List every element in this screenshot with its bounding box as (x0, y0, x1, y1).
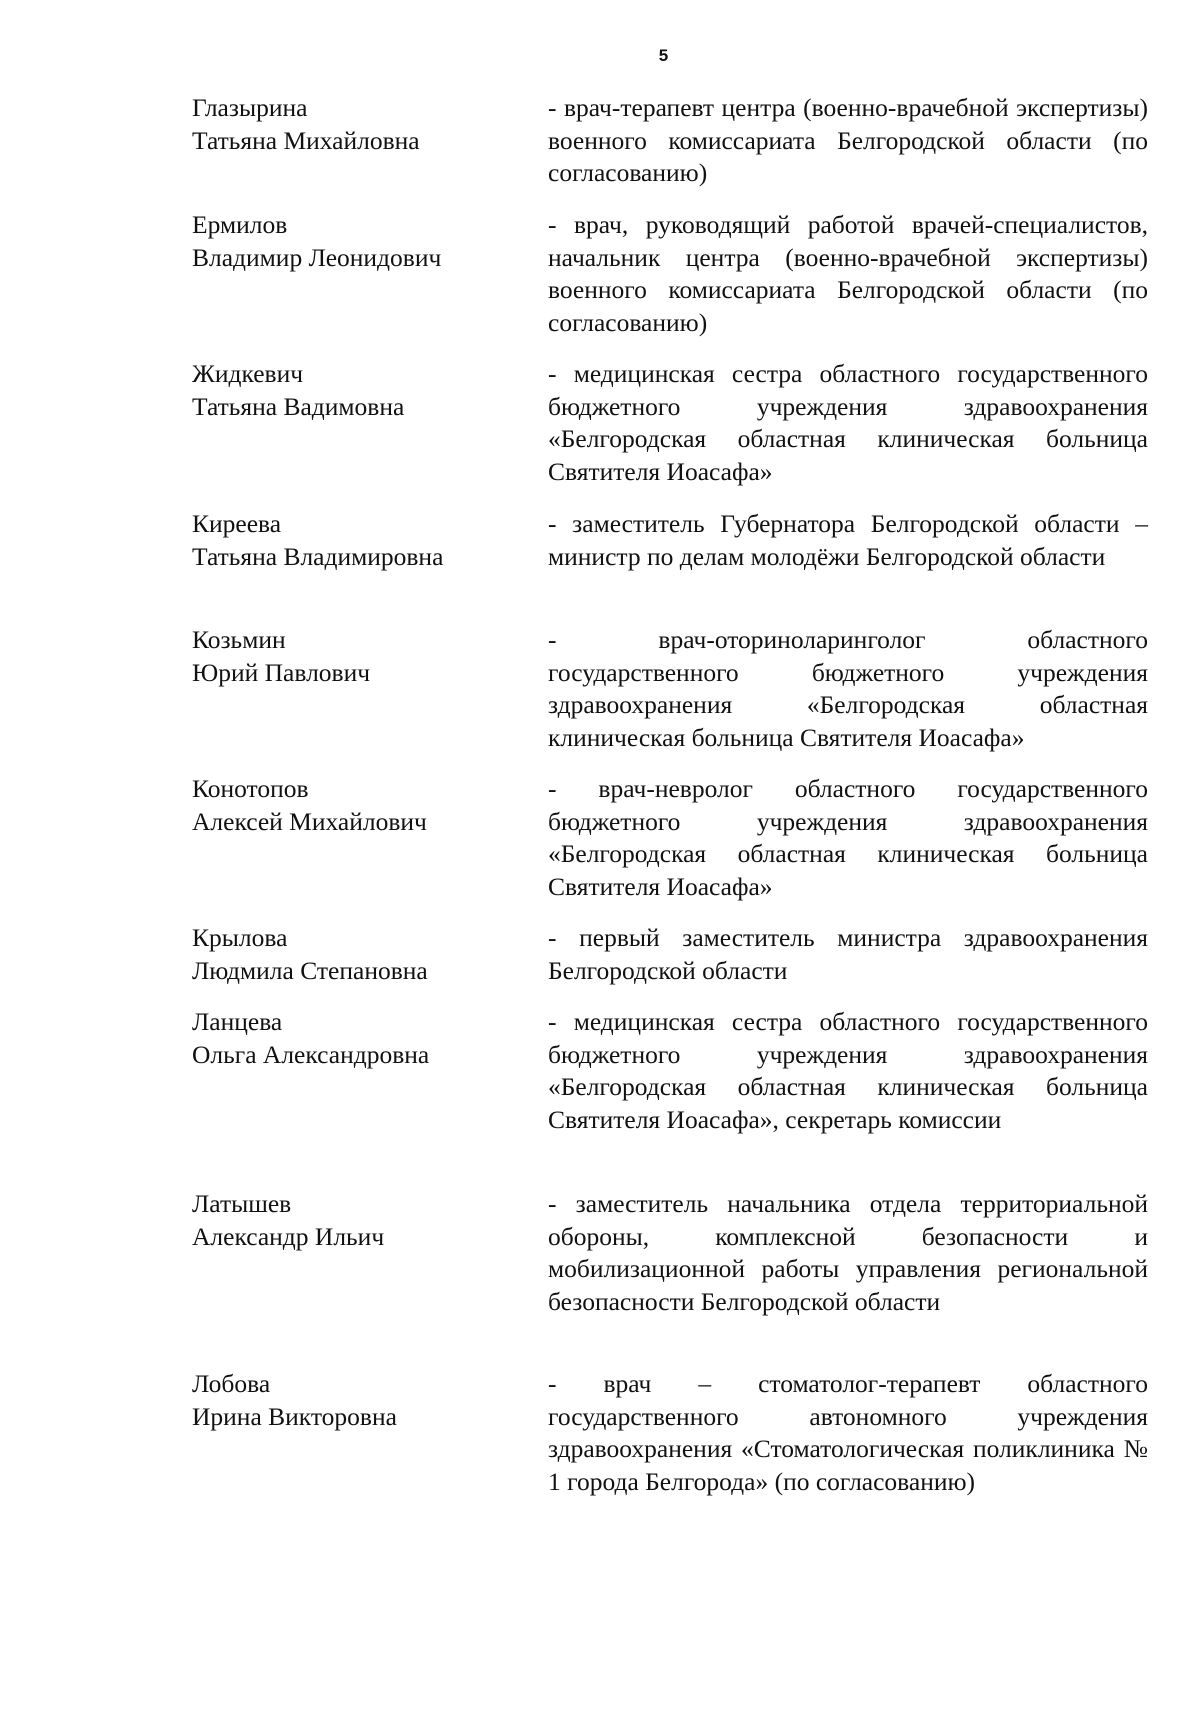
member-role: - врач – стоматолог-терапевт областного государственного автономного учреждения здравоохранения «Стоматологическая поликлиника № 1 города Белгорода» (по согласованию) (548, 1369, 1148, 1496)
member-role: - врач-невролог областного государственного бюджетного учреждения здравоохранения «Белгородская областная клиническая больница Святителя Иоасафа» (548, 774, 1148, 901)
member-name (192, 508, 522, 573)
member-role: - врач, руководящий работой врачей-специалистов, начальник центра (военно-врачебной экспертизы) военного комиссариата Белгородской области (по согласованию) (548, 210, 1148, 337)
member-given-names: Юрий Павлович (192, 657, 371, 687)
member-name (192, 1188, 522, 1253)
member-role: - медицинская сестра областного государственного бюджетного учреждения здравоохранения «Белгородская областная клиническая больница Святителя Иоасафа», секретарь комиссии (548, 1007, 1148, 1134)
member-given-names: Владимир Леонидович (192, 242, 442, 272)
member-given-names: Ирина Викторовна (192, 1401, 397, 1431)
member-given-names: Татьяна Вадимовна (192, 391, 405, 421)
member-surname: Козьмин (192, 625, 286, 654)
member-role: - заместитель начальника отдела территориальной обороны, комплексной безопасности и мобилизационной работы управления региональной безопасности Белгородской области (548, 1189, 1148, 1316)
member-surname: Конотопов (192, 774, 309, 803)
member-surname: Ланцева (192, 1007, 283, 1036)
member-name (192, 773, 522, 838)
member-name (192, 624, 522, 689)
member-surname: Лобова (192, 1369, 271, 1398)
member-given-names: Татьяна Владимировна (192, 541, 444, 571)
member-name (192, 358, 522, 423)
member-name (192, 209, 522, 274)
member-role: - медицинская сестра областного государственного бюджетного учреждения здравоохранения «Белгородская областная клиническая больница Святителя Иоасафа» (548, 359, 1148, 486)
member-surname: Жидкевич (192, 359, 304, 388)
member-surname: Глазырина (192, 93, 308, 122)
member-given-names: Татьяна Михайловна (192, 125, 420, 155)
member-given-names: Людмила Степановна (192, 955, 428, 985)
member-name (192, 92, 522, 157)
member-role: - врач-оториноларинголог областного государственного бюджетного учреждения здравоохранения «Белгородская областная клиническая больница Святителя Иоасафа» (548, 625, 1148, 752)
member-given-names: Ольга Александровна (192, 1039, 430, 1069)
member-surname: Крылова (192, 923, 288, 952)
member-surname: Киреева (192, 509, 282, 538)
member-role: - врач-терапевт центра (военно-врачебной экспертизы) военного комиссариата Белгородской области (по согласованию) (548, 93, 1148, 187)
member-name (192, 922, 522, 987)
member-given-names: Алексей Михайлович (192, 806, 427, 836)
member-given-names: Александр Ильич (192, 1221, 385, 1251)
member-name (192, 1368, 522, 1433)
member-name (192, 1006, 522, 1071)
member-surname: Ермилов (192, 210, 288, 239)
member-role: - заместитель Губернатора Белгородской области – министр по делам молодёжи Белгородской области (548, 509, 1148, 571)
page-number: 5 (658, 46, 669, 65)
member-role: - первый заместитель министра здравоохранения Белгородской области (548, 923, 1148, 985)
member-surname: Латышев (192, 1189, 292, 1218)
